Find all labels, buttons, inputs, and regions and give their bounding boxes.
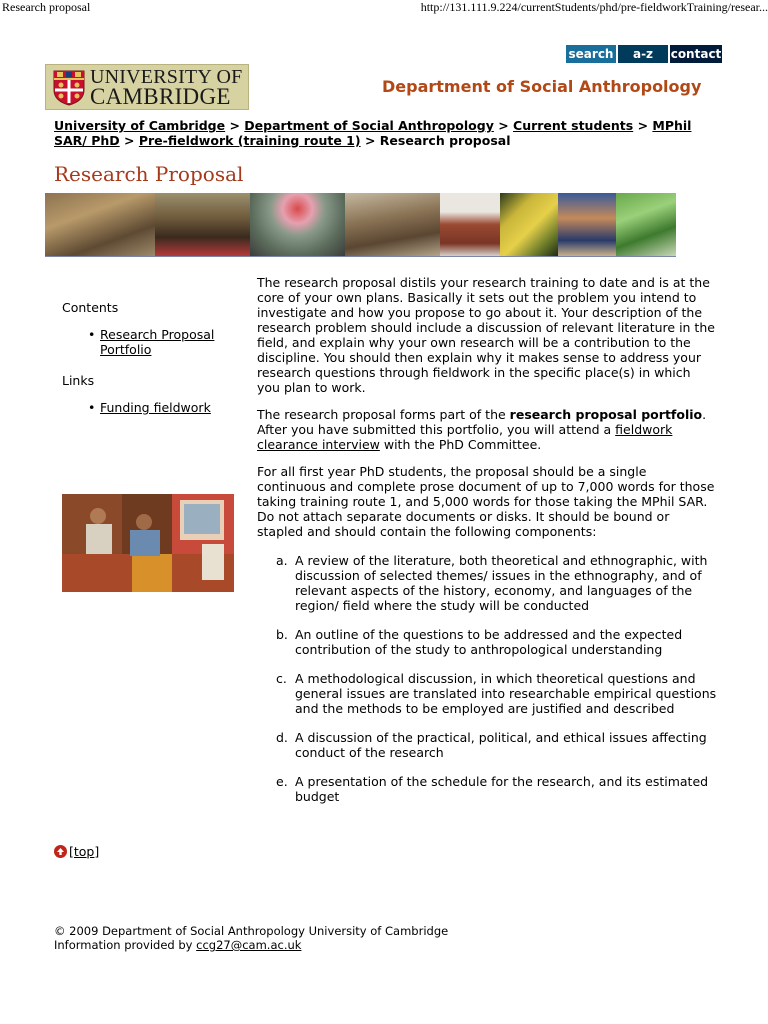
component-item xyxy=(276,553,717,613)
search-link[interactable]: search xyxy=(566,45,616,63)
back-to-top[interactable] xyxy=(54,844,99,859)
banner-photo-umbrella xyxy=(250,193,345,256)
contents-list xyxy=(62,327,232,357)
component-marker: a. xyxy=(276,553,288,568)
portfolio-text: The research proposal forms part of the xyxy=(257,407,510,422)
breadcrumb-separator: > xyxy=(498,118,514,133)
breadcrumb-separator: > xyxy=(364,133,380,148)
breadcrumb-department[interactable]: Department of Social Anthropology xyxy=(244,118,494,133)
component-item xyxy=(276,730,717,760)
breadcrumb-current-students[interactable]: Current students xyxy=(513,118,634,133)
info-provided xyxy=(54,938,448,952)
university-logo[interactable] xyxy=(45,64,249,110)
breadcrumb-university[interactable]: University of Cambridge xyxy=(54,118,226,133)
breadcrumb-separator: > xyxy=(229,118,245,133)
component-text: A methodological discussion, in which theoretical questions and general issues are translated into researchable empirical questions and the methods to be employed are justified and described xyxy=(295,671,717,716)
university-shield-icon xyxy=(53,70,85,106)
contents-item xyxy=(100,327,232,357)
up-arrow-icon[interactable] xyxy=(54,845,67,858)
a-z-link[interactable]: a-z xyxy=(618,45,668,63)
breadcrumb-separator: > xyxy=(637,118,653,133)
portfolio-text: . After you have submitted this portfolio, you will attend a xyxy=(257,407,707,437)
breadcrumb-pre-fieldwork[interactable]: Pre-fieldwork (training route 1) xyxy=(138,133,361,148)
portfolio-paragraph xyxy=(257,407,717,452)
breadcrumb xyxy=(54,118,714,148)
breadcrumb-current-page: Research proposal xyxy=(379,133,511,148)
sidebar xyxy=(62,300,232,431)
component-marker: c. xyxy=(276,671,287,686)
banner-photo-crowd xyxy=(345,193,440,256)
contact-email-link[interactable]: ccg27@cam.ac.uk xyxy=(196,938,302,952)
main-content xyxy=(257,275,717,818)
banner-photo-bull xyxy=(440,193,500,256)
component-item xyxy=(276,671,717,716)
contact-link[interactable]: contact xyxy=(670,47,722,61)
logo-text-line1: UNIVERSITY OF xyxy=(90,66,243,88)
component-marker: d. xyxy=(276,730,288,745)
links-item xyxy=(100,400,232,415)
top-nav xyxy=(566,45,724,63)
photo-banner xyxy=(45,193,676,257)
contents-heading: Contents xyxy=(62,300,119,315)
component-item xyxy=(276,774,717,804)
sidebar-photo xyxy=(62,494,234,592)
breadcrumb-separator: > xyxy=(124,133,139,148)
portfolio-emphasis: research proposal portfolio xyxy=(509,407,703,422)
banner-photo-figure xyxy=(558,193,616,256)
footer xyxy=(54,924,448,952)
banner-photo-leaves xyxy=(616,193,676,256)
sidebar-photo-image xyxy=(62,494,234,592)
logo-text-line2: CAMBRIDGE xyxy=(90,84,231,109)
page-title: Research Proposal xyxy=(54,162,244,186)
component-text: A discussion of the practical, political, and ethical issues affecting conduct of the research xyxy=(295,730,707,760)
department-title[interactable]: Department of Social Anthropology xyxy=(382,77,702,96)
banner-photo-market xyxy=(45,193,155,256)
banner-photo-bananas xyxy=(500,193,558,256)
print-page-url: http://131.111.9.224/currentStudents/phd/pre-fieldworkTraining/resear... xyxy=(420,0,768,14)
copyright: © 2009 Department of Social Anthropology University of Cambridge xyxy=(54,924,449,938)
component-text: A review of the literature, both theoretical and ethnographic, with discussion of selected themes/ issues in the ethnography, and of relevant aspects of the history, economy, and languages of the region/ field where the study will be conducted xyxy=(295,553,708,613)
portfolio-text: with the PhD Committee. xyxy=(379,437,542,452)
links-list xyxy=(62,400,232,415)
links-heading: Links xyxy=(62,373,95,388)
component-text: An outline of the questions to be addressed and the expected contribution of the study to anthropological understanding xyxy=(295,627,683,657)
print-page-title: Research proposal xyxy=(2,0,91,14)
funding-fieldwork-link[interactable]: Funding fieldwork xyxy=(100,400,211,415)
requirements-paragraph: For all first year PhD students, the proposal should be a single continuous and complete prose document of up to 7,000 words for those taking training route 1, and 5,000 words for those taking the MPhil SAR. Do not attach separate documents or disks. It should be bound or stapled and should contain the following components: xyxy=(257,464,715,539)
components-list xyxy=(257,553,717,804)
breadcrumb-mphil-phd[interactable]: MPhil SAR/ PhD xyxy=(54,118,692,148)
print-header xyxy=(0,0,768,16)
component-text: A presentation of the schedule for the research, and its estimated budget xyxy=(295,774,709,804)
fieldwork-clearance-interview-link[interactable]: fieldwork clearance interview xyxy=(257,422,673,452)
research-proposal-portfolio-link[interactable]: Research Proposal Portfolio xyxy=(100,327,215,357)
intro-paragraph: The research proposal distils your research training to date and is at the core of your own plans. Basically it sets out the problem you intend to investigate and how you propose to go about it. Your description of the research problem should include a discussion of relevant literature in the field, and explain why your own research will be a contribution to the discipline. You should then explain why it makes sense to address your research questions through fieldwork in the specific place(s) in which you plan to work. xyxy=(257,275,715,395)
top-link[interactable]: [top] xyxy=(69,844,100,859)
info-provided-label: Information provided by xyxy=(54,938,197,952)
component-item xyxy=(276,627,717,657)
component-marker: e. xyxy=(276,774,288,789)
banner-photo-woman xyxy=(155,193,250,256)
component-marker: b. xyxy=(276,627,288,642)
